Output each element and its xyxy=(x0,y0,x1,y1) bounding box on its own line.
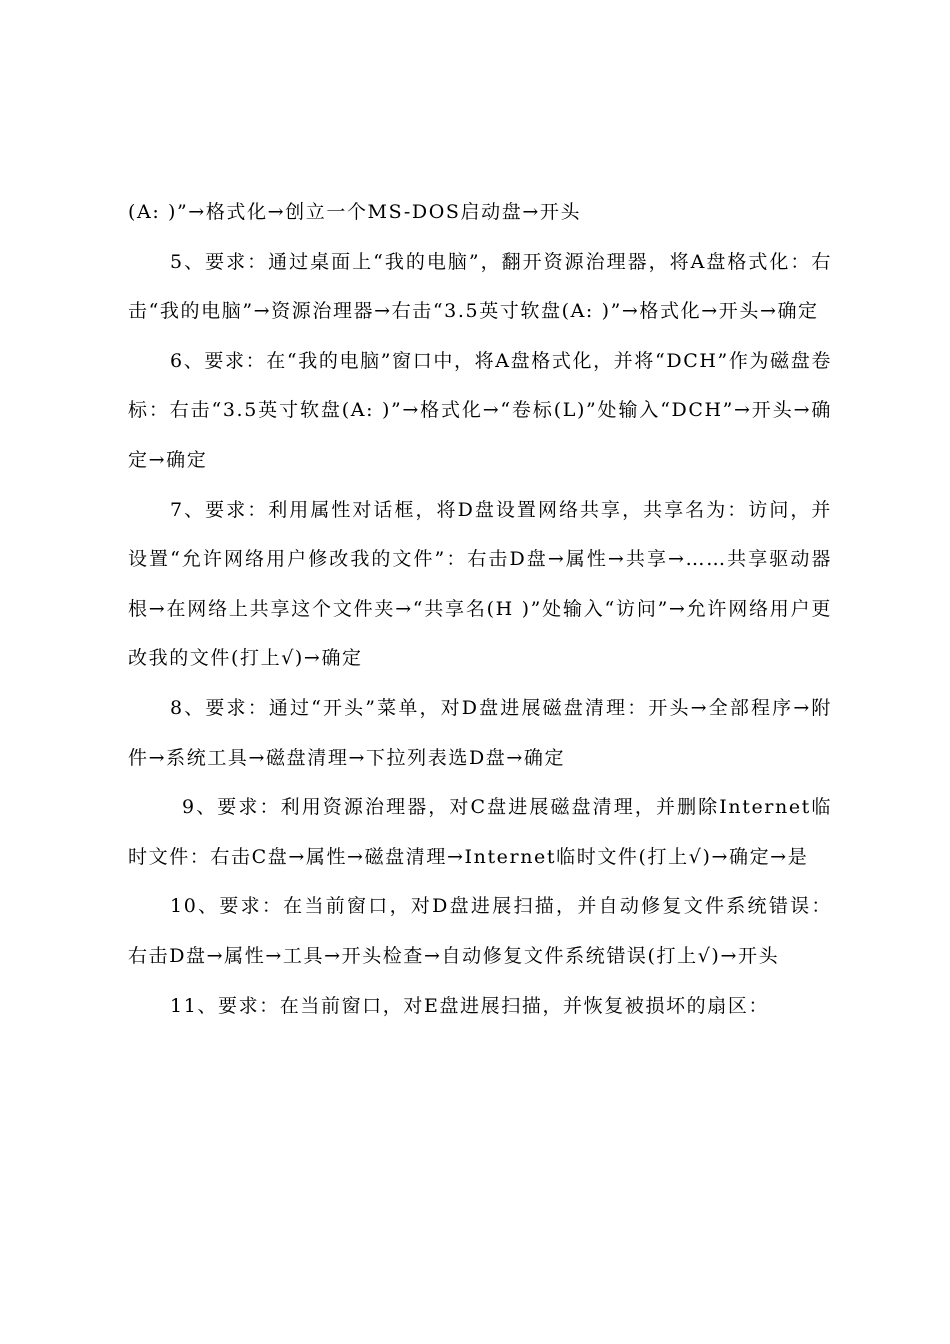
document-body xyxy=(128,188,832,1031)
paragraph-item-5: 5、要求：通过桌面上“我的电脑”，翻开资源治理器，将A盘格式化：右击“我的电脑”→资源治理器→右击“3.5英寸软盘(A: )”→格式化→开头→确定 xyxy=(128,250,832,323)
paragraph-continuation: (A: )”→格式化→创立一个MS-DOS启动盘→开头 xyxy=(128,201,582,223)
paragraph-item-11: 11、要求：在当前窗口，对E盘进展扫描，并恢复被损坏的扇区： xyxy=(170,994,770,1017)
paragraph-item-9: 9、要求：利用资源治理器，对C盘进展磁盘清理，并删除Internet临时文件：右击C盘→属性→磁盘清理→Internet临时文件(打上√)→确定→是 xyxy=(128,796,832,868)
paragraph-item-6: 6、要求：在“我的电脑”窗口中，将A盘格式化，并将“DCH”作为磁盘卷标：右击“3.5英寸软盘(A: )”→格式化→“卷标(L)”处输入“DCH”→开头→确定→确定 xyxy=(128,349,832,471)
paragraph-item-8: 8、要求：通过“开头”菜单，对D盘进展磁盘清理：开头→全部程序→附件→系统工具→磁盘清理→下拉列表选D盘→确定 xyxy=(128,696,832,769)
paragraph-item-10: 10、要求：在当前窗口，对D盘进展扫描，并自动修复文件系统错误：右击D盘→属性→工具→开头检查→自动修复文件系统错误(打上√)→开头 xyxy=(128,895,832,967)
paragraph-item-7: 7、要求：利用属性对话框，将D盘设置网络共享，共享名为：访问，并设置“允许网络用户修改我的文件”：右击D盘→属性→共享→……共享驱动器根→在网络上共享这个文件夹→“共享名(H )”处输入“访问”→允许网络用户更改我的文件(打上√)→确定 xyxy=(128,498,832,670)
